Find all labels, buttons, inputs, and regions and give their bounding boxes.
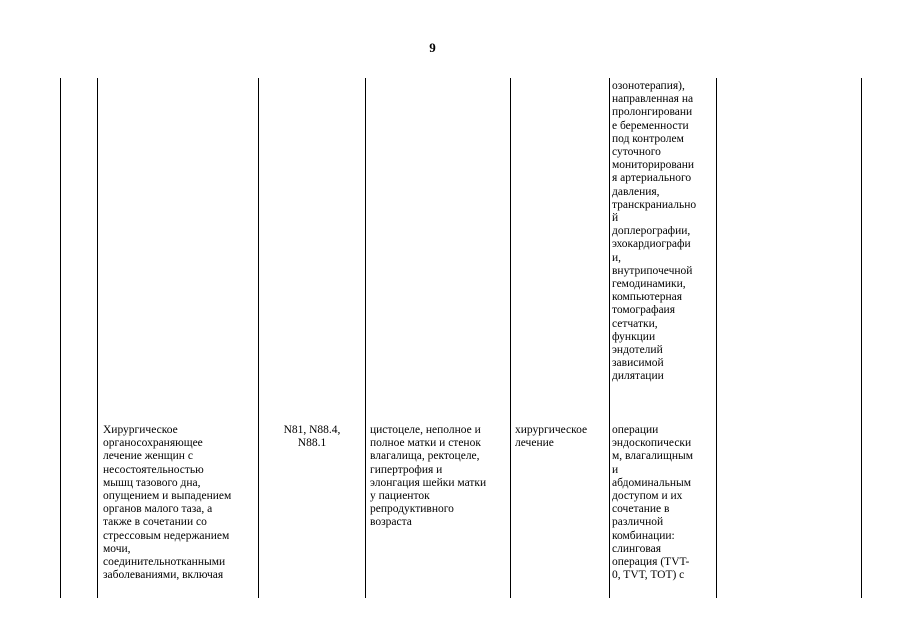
column-divider-extra [716,78,717,598]
diagnosis-line: возраста [370,516,412,529]
table-border-right [861,78,862,598]
cell-treatment-type [515,424,587,450]
method-line: м, влагалищным [612,450,693,463]
method-line: функции [612,330,656,343]
method-line: и [612,463,619,476]
cell-method-continuation [612,80,696,384]
method-line: операция (TVT- [612,556,690,569]
name-line: лечение женщин с [103,450,193,463]
name-line: органосохраняющее [103,437,203,450]
diagnosis-line: элонгация шейки матки [370,476,487,489]
method-line: абдоминальным [612,476,691,489]
column-divider-name [97,78,98,598]
column-divider-code [258,78,259,598]
method-line: й [612,212,619,225]
method-line: суточного [612,146,661,159]
cell-method [612,424,693,582]
method-line: томографаия [612,304,676,317]
method-line: 0, TVT, TOT) с [612,569,685,582]
method-line: сочетание в [612,503,670,516]
name-line: стрессовым недержанием [103,529,230,542]
method-line: давления, [612,185,660,198]
treatment-line: хирургическое [515,424,588,436]
method-line: операции [612,424,659,436]
method-line: эндотелий [612,344,663,357]
method-line: эндоскопически [612,437,692,450]
name-line: несостоятельностью [103,463,204,476]
name-line: органов малого таза, а [103,503,213,516]
method-line: компьютерная [612,291,683,304]
cell-icd-codes [259,424,365,450]
method-line: доплерографии, [612,225,691,238]
method-line: озонотерапия), [612,80,685,92]
name-line: также в сочетании со [103,516,207,529]
method-line: мониторировани [612,159,695,172]
method-line: под контролем [612,132,684,145]
cell-treatment-name [103,424,231,582]
page-number: 9 [429,40,436,55]
method-line: зависимой [612,357,664,370]
method-line: транскраниально [612,198,697,211]
method-line: различной [612,516,664,529]
treatment-line: лечение [515,437,554,450]
code-line: N81, N88.4, [283,424,341,436]
method-line: слинговая [612,542,662,555]
name-line: заболеваниями, включая [103,569,224,582]
name-line: мочи, [103,542,131,555]
diagnosis-line: репродуктивного [370,503,454,516]
method-line: эхокардиографи [612,238,691,251]
method-line: доступом и их [612,490,683,503]
diagnosis-line: полное матки и стенок [370,437,481,450]
method-line: сетчатки, [612,317,658,330]
column-divider-diagnosis [365,78,366,598]
method-line: е беременности [612,119,689,132]
method-line: комбинации: [612,529,675,542]
name-line: мышц тазового дна, [103,476,201,489]
method-line: дилятации [612,370,664,383]
diagnosis-line: у пациенток [370,490,430,503]
diagnosis-line: влагалища, ректоцеле, [370,450,480,463]
method-line: пролонгировани [612,106,693,119]
method-line: внутрипочечной [612,264,693,277]
code-line: N88.1 [297,437,327,450]
column-divider-method [609,78,610,598]
table-border-left [60,78,61,598]
column-divider-treatment [510,78,511,598]
name-line: Хирургическое [103,424,178,436]
method-line: гемодинамики, [612,278,686,291]
method-line: я артериального [612,172,692,185]
cell-diagnosis [370,424,486,530]
diagnosis-line: гипертрофия и [370,463,443,476]
diagnosis-line: цистоцеле, неполное и [370,424,481,436]
method-line: и, [612,251,622,264]
method-line: направленная на [612,93,694,106]
name-line: соединительнотканными [103,556,226,569]
name-line: опущением и выпадением [103,490,232,503]
